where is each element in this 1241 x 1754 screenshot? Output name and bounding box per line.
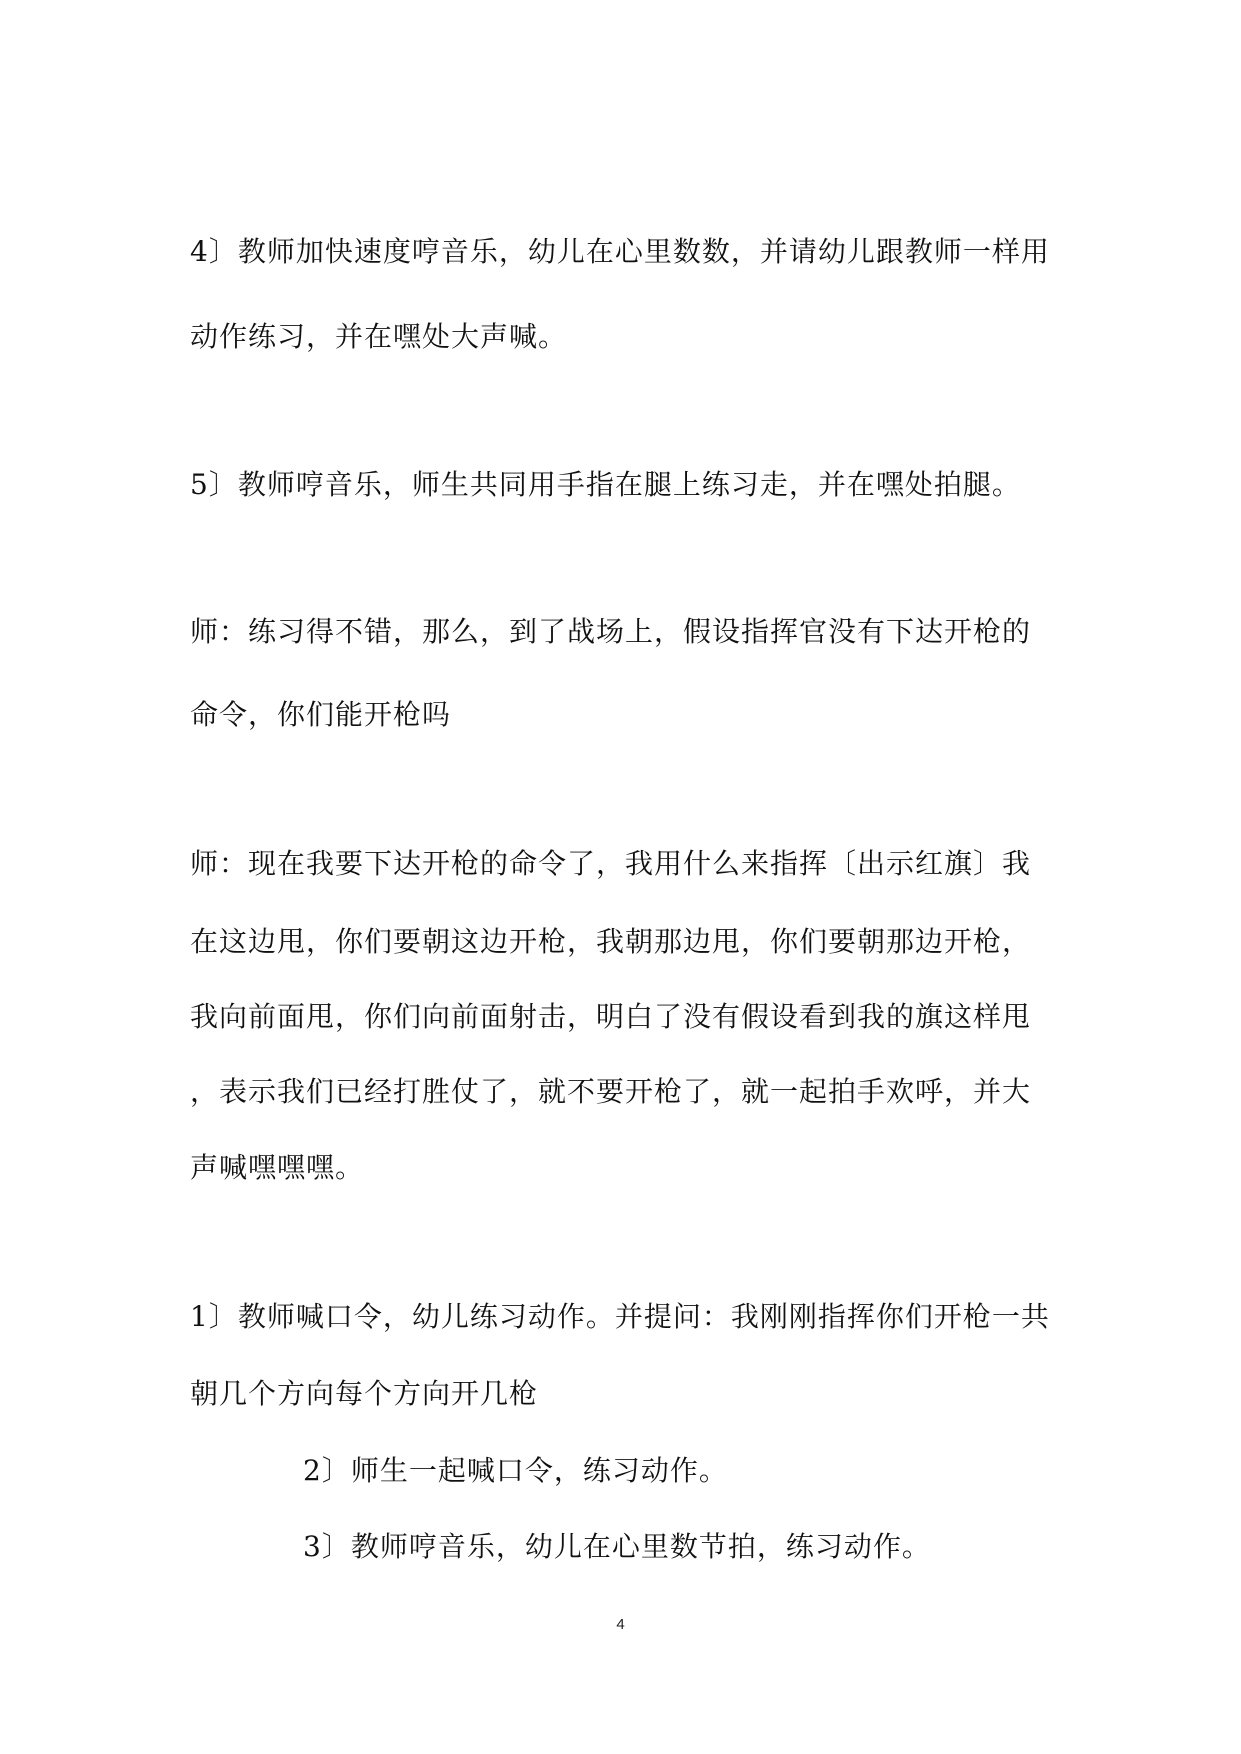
teacher-paragraph-1-line-2: 命令，你们能开枪吗 — [190, 698, 452, 731]
step-2-line-1: 2〕师生一起喊口令，练习动作。 — [303, 1454, 728, 1487]
paragraph-4-line-2: 动作练习，并在嘿处大声喊。 — [190, 320, 568, 353]
page-number: 4 — [616, 1616, 625, 1633]
teacher-paragraph-2-line-3: 我向前面甩，你们向前面射击，明白了没有假设看到我的旗这样甩 — [190, 1000, 1032, 1033]
teacher-paragraph-1-line-1: 师：练习得不错，那么，到了战场上，假设指挥官没有下达开枪的 — [190, 615, 1032, 648]
step-1-line-2: 朝几个方向每个方向开几枪 — [190, 1377, 539, 1410]
step-3-line-1: 3〕教师哼音乐，幼儿在心里数节拍，练习动作。 — [303, 1530, 931, 1563]
teacher-paragraph-2-line-1: 师：现在我要下达开枪的命令了，我用什么来指挥〔出示红旗〕我 — [190, 847, 1032, 880]
paragraph-5-line-1: 5〕教师哼音乐，师生共同用手指在腿上练习走，并在嘿处拍腿。 — [190, 468, 1021, 501]
step-1-line-1: 1〕教师喊口令，幼儿练习动作。并提问：我刚刚指挥你们开枪一共 — [190, 1300, 1050, 1333]
paragraph-4-line-1: 4〕教师加快速度哼音乐，幼儿在心里数数，并请幼儿跟教师一样用 — [190, 235, 1050, 268]
teacher-paragraph-2-line-2: 在这边甩，你们要朝这边开枪，我朝那边甩，你们要朝那边开枪， — [190, 925, 1032, 958]
teacher-paragraph-2-line-5: 声喊嘿嘿嘿。 — [190, 1151, 365, 1184]
teacher-paragraph-2-line-4: ，表示我们已经打胜仗了，就不要开枪了，就一起拍手欢呼，并大 — [190, 1075, 1032, 1108]
